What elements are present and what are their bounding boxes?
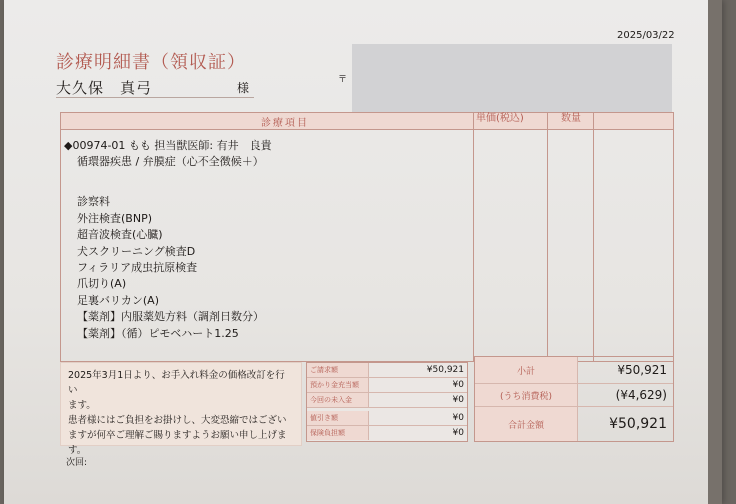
billing-label: 今回の未入金	[307, 393, 369, 407]
line-item-name: 超音波検査(心臓)	[77, 228, 163, 241]
tax-label: (うち消費税)	[475, 384, 578, 406]
billing-value: ¥0	[452, 380, 464, 390]
invoice-paper	[4, 0, 722, 504]
patient-line: ◆00974-01 もも 担当獣医師: 有井 良貴	[64, 139, 272, 152]
billing-value: ¥0	[452, 395, 464, 405]
line-item-name: 犬スクリーニング検査D	[77, 245, 196, 258]
column-header-price: 単価(税込)	[476, 113, 524, 124]
next-visit-label: 次回:	[66, 458, 88, 468]
document-title: 診療明細書（領収証）	[56, 52, 246, 73]
billing-row	[307, 411, 467, 426]
customer-name: 大久保 真弓	[56, 79, 153, 97]
total-value: ¥50,921	[609, 416, 667, 432]
column-header-item: 診療項目	[261, 118, 309, 129]
tax-value: (¥4,629)	[615, 388, 667, 402]
notice-line: ますが何卒ご理解ご賜りますようお願い申し上げま	[68, 430, 287, 441]
issue-date: 2025/03/22	[617, 30, 675, 41]
tax-row	[475, 384, 673, 407]
notice-line: 患者様にはご負担をお掛けし、大変恐縮ではござい	[68, 415, 287, 426]
customer-underline	[56, 97, 254, 98]
billing-row	[307, 393, 467, 408]
line-item-name: 爪切り(A)	[77, 277, 127, 290]
line-item-name: フィラリア成虫抗原検査	[77, 261, 198, 274]
total-label: 合計金額	[475, 407, 578, 441]
billing-label: ご請求額	[307, 363, 369, 377]
billing-label: 値引き額	[307, 411, 369, 425]
price-revision-notice	[60, 362, 302, 456]
subtotal-label: 小計	[475, 357, 578, 383]
notice-line: す。	[68, 445, 87, 456]
postal-mark: 〒	[338, 75, 348, 85]
background-shadow	[708, 0, 722, 504]
line-item-name: 【薬剤】（循）ピモベハート1.25	[77, 327, 239, 340]
subtotal-row	[475, 357, 673, 384]
billing-label: 預かり金充当額	[307, 378, 369, 392]
line-item-name: 足裏バリカン(A)	[77, 294, 159, 307]
line-item-name: 診察料	[77, 195, 110, 208]
totals-box	[474, 356, 674, 442]
column-divider	[593, 113, 594, 361]
billing-row	[307, 426, 467, 440]
redacted-address-block	[352, 44, 672, 112]
billing-value: ¥0	[452, 413, 464, 423]
honorific: 様	[237, 81, 250, 95]
column-divider	[547, 113, 548, 361]
diagnosis-line: 循環器疾患 / 弁膜症（心不全徴候＋）	[77, 155, 264, 168]
total-row	[475, 407, 673, 441]
column-header-qty: 数量	[561, 113, 581, 124]
subtotal-value: ¥50,921	[617, 363, 667, 377]
notice-line: 2025年3月1日より、お手入れ料金の価格改訂を行い	[68, 370, 285, 396]
column-divider	[473, 113, 474, 361]
line-item-name: 外注検査(BNP)	[77, 212, 152, 225]
table-header	[61, 113, 673, 130]
billing-row	[307, 378, 467, 393]
billing-label: 保険負担額	[307, 426, 369, 440]
line-item-name: 【薬剤】内服薬処方料（調剤日数分）	[77, 310, 264, 323]
billing-value: ¥50,921	[426, 365, 464, 375]
billing-row	[307, 363, 467, 378]
billing-value: ¥0	[452, 428, 464, 438]
billing-breakdown	[306, 362, 468, 442]
notice-line: ます。	[68, 400, 96, 411]
